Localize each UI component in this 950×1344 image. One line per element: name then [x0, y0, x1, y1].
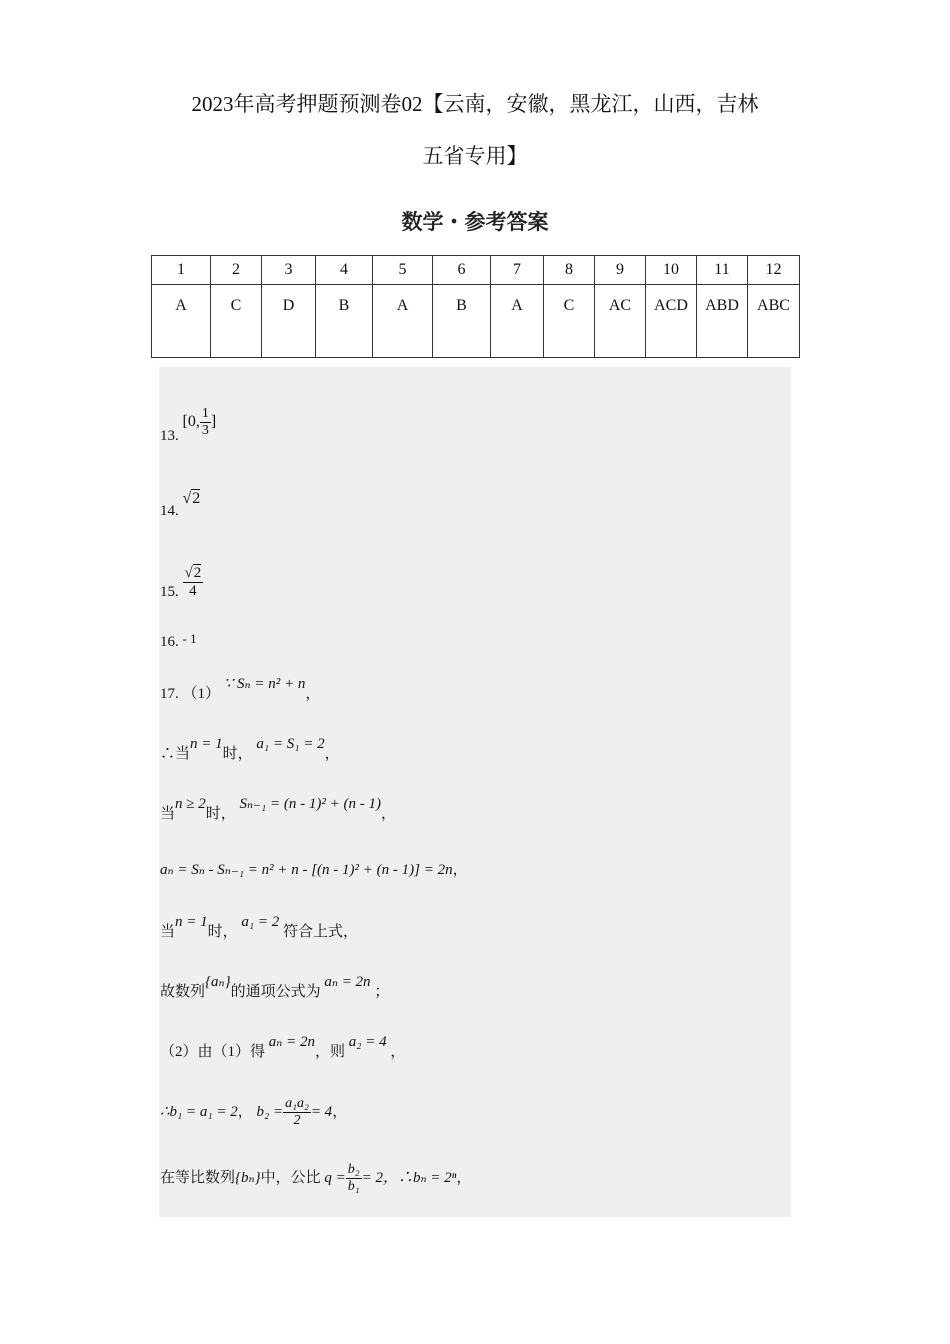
punctuation: ， [390, 1044, 406, 1060]
text: ，则 [314, 1044, 345, 1060]
solution-line-9 [160, 1162, 471, 1195]
math-expression: = 4 [310, 1103, 333, 1120]
answer-cell: AC [595, 285, 646, 358]
answer-14: 14. √2 [160, 490, 201, 519]
text: 故数列 [160, 984, 206, 1000]
question-number: 3 [262, 256, 316, 285]
question-label: 15. [160, 583, 179, 600]
fraction-denominator: b₁ [347, 1179, 360, 1194]
text: 时， [222, 746, 253, 762]
interval-left: [0, [182, 413, 200, 431]
answer-cell: ABC [748, 285, 800, 358]
answer-cell: D [262, 285, 316, 358]
answer-cell: ABD [697, 285, 748, 358]
math-expression: ∵ Sₙ = n² + n [223, 676, 306, 692]
text: 在等比数列 [160, 1169, 236, 1186]
answer-cell: A [373, 285, 433, 358]
math-expression: ，∴bₙ = 2ⁿ [382, 1169, 457, 1186]
math-expression: a₂ = 4 [348, 1034, 387, 1050]
fraction-numerator: b₂ [347, 1162, 360, 1177]
sqrt-radicand: 2 [192, 490, 201, 507]
interval-right: ] [210, 413, 217, 431]
answer-cell: C [544, 285, 595, 358]
fraction-denominator: 4 [189, 583, 197, 599]
part-label: （1） [182, 686, 221, 702]
answer-13 [160, 406, 217, 453]
punctuation: ， [305, 686, 321, 702]
page-title-line-1: 2023年高考押题预测卷02【云南，安徽，黑龙江，山西，吉林 [191, 92, 759, 116]
punctuation: ； [374, 984, 390, 1000]
math-expression: q = [324, 1169, 346, 1186]
answer-value: - 1 [182, 631, 197, 646]
question-number: 10 [646, 256, 697, 285]
punctuation: ， [456, 1169, 472, 1186]
text: 时， [205, 806, 236, 822]
answer-cell: B [433, 285, 491, 358]
punctuation: ， [380, 806, 396, 822]
sqrt-radicand: 2 [193, 565, 202, 581]
solution-line-5 [160, 914, 359, 941]
math-expression: a₁ = 2 [241, 914, 280, 930]
question-number: 4 [316, 256, 373, 285]
question-number: 9 [595, 256, 646, 285]
question-number: 2 [211, 256, 262, 285]
math-expression: ∴b₁ = a₁ = 2 [160, 1103, 238, 1120]
math-expression: {aₙ} [205, 974, 231, 990]
math-expression: Sₙ₋₁ = (n - 1)² + (n - 1) [239, 796, 381, 812]
text: （2）由（1）得 [160, 1044, 266, 1060]
question-number: 12 [748, 256, 800, 285]
question-number: 6 [433, 256, 491, 285]
text: ∴当 [160, 746, 191, 762]
solution-line-6 [160, 974, 390, 1001]
text: 的通项公式为 [230, 984, 321, 1000]
answer-cell: A [152, 285, 211, 358]
solution-line-2 [160, 736, 340, 763]
punctuation: ， [332, 1103, 348, 1120]
math-expression: b₂ = [256, 1103, 284, 1120]
question-number: 5 [373, 256, 433, 285]
math-expression: a₁ = S₁ = 2 [256, 736, 325, 752]
solution-line-7 [160, 1034, 406, 1061]
text: 时， [207, 924, 238, 940]
page-title-line-2: 五省专用】 [422, 144, 528, 168]
text: 中，公比 [260, 1169, 321, 1186]
text: 当 [160, 806, 176, 822]
punctuation: ， [324, 746, 340, 762]
punctuation: ， [452, 862, 468, 878]
question-number: 7 [491, 256, 544, 285]
question-number: 1 [152, 256, 211, 285]
question-number: 8 [544, 256, 595, 285]
answer-table-answer-row [152, 285, 800, 358]
question-number: 11 [697, 256, 748, 285]
solution-line-8 [160, 1096, 347, 1129]
fraction-numerator: 1 [201, 406, 209, 421]
question-label: 16. [160, 634, 179, 650]
math-expression: = 2 [361, 1169, 383, 1186]
question-label: 13. [160, 428, 179, 445]
text: 符合上式， [283, 924, 359, 940]
math-expression: aₙ = 2n [268, 1034, 315, 1050]
math-expression: n = 1 [175, 914, 208, 930]
answer-cell: B [316, 285, 373, 358]
solution-line-1 [160, 676, 321, 703]
math-expression: {bₙ} [235, 1169, 261, 1186]
fraction-denominator: 3 [201, 423, 209, 438]
answer-cell: A [491, 285, 544, 358]
punctuation: ， [237, 1103, 253, 1120]
fraction-numerator: a₁a₂ [285, 1096, 309, 1111]
fraction-denominator: 2 [293, 1113, 301, 1128]
text: 当 [160, 924, 176, 940]
question-label: 17. [160, 686, 179, 702]
answer-16 [160, 631, 197, 651]
answer-cell: C [211, 285, 262, 358]
math-expression: n = 1 [190, 736, 223, 752]
math-expression: aₙ = Sₙ - Sₙ₋₁ = n² + n - [(n - 1)² + (n - 1)] = 2n [160, 862, 453, 878]
answer-body-background [159, 367, 791, 1217]
math-expression: n ≥ 2 [175, 796, 206, 812]
section-subtitle: 数学・参考答案 [401, 210, 549, 234]
answer-cell: ACD [646, 285, 697, 358]
question-label: 14. [160, 503, 179, 519]
solution-line-4 [160, 858, 468, 879]
answer-15: 15. $\frac{√2}{4}$ [160, 565, 202, 600]
answer-table-header-row [152, 256, 800, 285]
math-expression: aₙ = 2n [324, 974, 371, 990]
answer-table [151, 255, 800, 358]
solution-line-3 [160, 796, 396, 823]
